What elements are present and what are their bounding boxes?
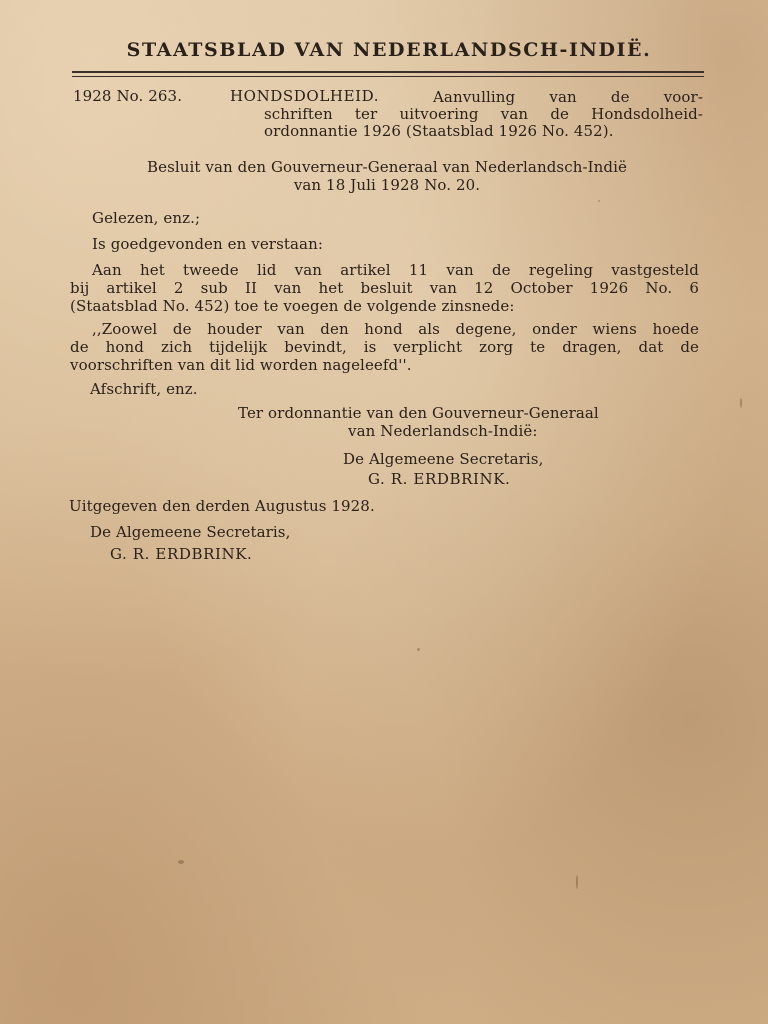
publication-name: G. R. ERDBRINK. xyxy=(110,545,253,563)
header-subject: HONDSDOLHEID. xyxy=(230,87,380,105)
quote-line-2: de hond zich tijdelijk bevindt, is verplicht zorg te dragen, dat de xyxy=(70,338,699,356)
paper-speck xyxy=(598,200,600,202)
quote-line-1: ,,Zoowel de houder van den hond als degene, onder wiens hoede xyxy=(92,320,699,338)
decree-line-1: Besluit van den Gouverneur-Generaal van Nederlandsch-Indië xyxy=(146,158,628,176)
decree-line-2: van 18 Juli 1928 No. 20. xyxy=(293,176,481,194)
signature-role: De Algemeene Secretaris, xyxy=(343,450,544,468)
header-number: 1928 No. 263. xyxy=(73,87,183,105)
quote-line-3: voorschriften van dit lid worden nageleefd''. xyxy=(70,356,412,374)
signature-name: G. R. ERDBRINK. xyxy=(368,470,511,488)
paper-speck xyxy=(576,875,578,889)
masthead-rule xyxy=(72,71,704,73)
paper-speck xyxy=(178,860,184,864)
header-title-line-1: Aanvulling van de voor- xyxy=(433,88,703,106)
paragraph-1-line-2: bij artikel 2 sub II van het besluit van 12 October 1926 No. 6 xyxy=(70,279,699,297)
publication-role: De Algemeene Secretaris, xyxy=(90,523,291,541)
paragraph-1-line-3: (Staatsblad No. 452) toe te voegen de volgende zinsnede: xyxy=(70,297,515,315)
masthead-rule-thin xyxy=(72,76,704,77)
paper-speck xyxy=(417,648,420,651)
header-title-line-2: schriften ter uitvoering van de Hondsdolheid- xyxy=(264,105,703,123)
afschrift-line: Afschrift, enz. xyxy=(90,380,198,398)
publication-issued: Uitgegeven den derden Augustus 1928. xyxy=(69,497,375,515)
header-title-line-3: ordonnantie 1926 (Staatsblad 1926 No. 452). xyxy=(264,122,614,140)
signature-line-1: Ter ordonnantie van den Gouverneur-Generaal xyxy=(238,404,599,422)
masthead: STAATSBLAD VAN NEDERLANDSCH-INDIË. xyxy=(126,39,652,61)
goedgevonden-line: Is goedgevonden en verstaan: xyxy=(92,235,324,253)
signature-line-2: van Nederlandsch-Indië: xyxy=(348,422,538,440)
paragraph-1-line-1: Aan het tweede lid van artikel 11 van de regeling vastgesteld xyxy=(92,261,699,279)
paper-speck xyxy=(740,398,742,408)
gelezen-line: Gelezen, enz.; xyxy=(92,209,201,227)
